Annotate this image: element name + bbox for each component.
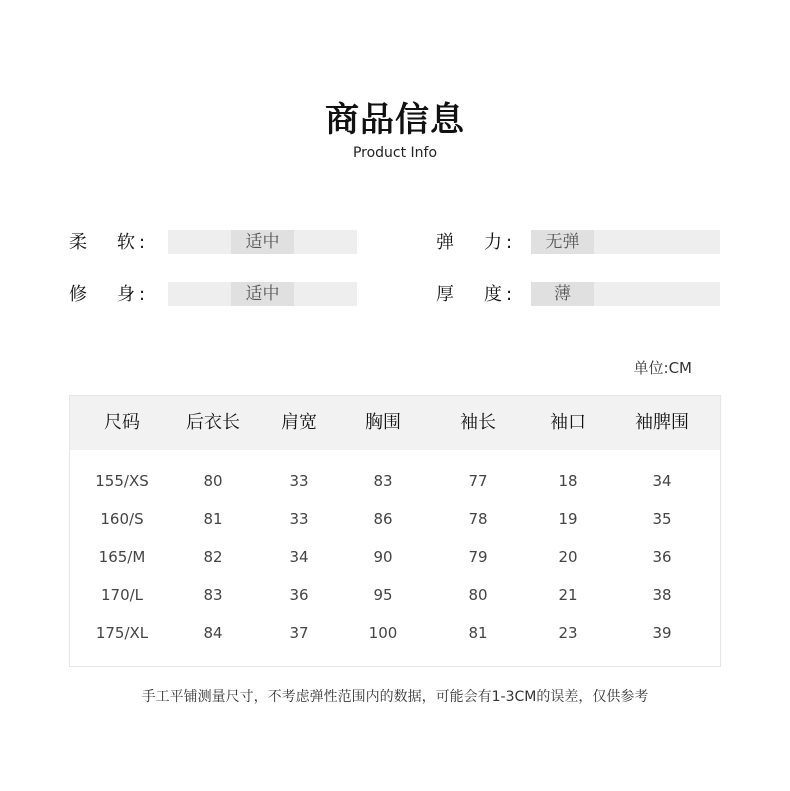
footnote: 手工平铺测量尺寸，不考虑弹性范围内的数据，可能会有1-3CM的误差，仅供参考	[141, 689, 649, 705]
column-header: 袖脾围	[635, 412, 689, 433]
attr-label-fit	[69, 282, 159, 308]
attr-label-char: 厚	[436, 284, 454, 305]
attr-label-colon: :	[139, 232, 146, 253]
table-cell: 39	[652, 624, 672, 642]
column-header: 袖口	[550, 412, 586, 433]
softness-scale	[168, 230, 357, 254]
page-title: 商品信息	[325, 100, 465, 140]
table-cell: 83	[203, 586, 223, 604]
table-cell: 90	[373, 548, 393, 566]
attr-label-colon: :	[139, 284, 146, 305]
size-table-header	[70, 396, 720, 450]
table-cell: 20	[558, 548, 578, 566]
attr-label-char: 修	[69, 284, 87, 305]
table-cell: 155/XS	[95, 472, 149, 490]
table-cell: 38	[652, 586, 672, 604]
table-cell: 100	[368, 624, 398, 642]
thickness-scale	[531, 282, 720, 306]
table-cell: 84	[203, 624, 223, 642]
table-cell: 80	[468, 586, 488, 604]
table-cell: 34	[652, 472, 672, 490]
table-cell: 82	[203, 548, 223, 566]
attr-label-char: 弹	[436, 232, 454, 253]
column-header: 尺码	[104, 412, 140, 433]
table-cell: 33	[289, 472, 309, 490]
unit-label: 单位:CM	[633, 359, 692, 377]
table-cell: 83	[373, 472, 393, 490]
table-cell: 160/S	[100, 510, 144, 528]
table-cell: 21	[558, 586, 578, 604]
attr-label-char: 软	[117, 232, 135, 253]
table-cell: 86	[373, 510, 393, 528]
softness-scale-selected: 适中	[231, 230, 294, 254]
elasticity-scale-selected: 无弹	[531, 230, 594, 254]
table-cell: 80	[203, 472, 223, 490]
attr-label-char: 身	[117, 284, 135, 305]
table-cell: 33	[289, 510, 309, 528]
column-header: 后衣长	[186, 412, 240, 433]
attr-label-softness	[69, 230, 159, 256]
table-cell: 95	[373, 586, 393, 604]
table-cell: 170/L	[100, 586, 144, 604]
fit-scale	[168, 282, 357, 306]
attr-label-colon: :	[506, 284, 513, 305]
table-cell: 18	[558, 472, 578, 490]
table-cell: 78	[468, 510, 488, 528]
column-header: 肩宽	[281, 412, 317, 433]
table-cell: 79	[468, 548, 488, 566]
table-cell: 81	[203, 510, 223, 528]
fit-scale-selected: 适中	[231, 282, 294, 306]
thickness-scale-selected: 薄	[531, 282, 594, 306]
table-cell: 34	[289, 548, 309, 566]
column-header: 袖长	[460, 412, 496, 433]
table-cell: 36	[289, 586, 309, 604]
table-cell: 35	[652, 510, 672, 528]
table-cell: 19	[558, 510, 578, 528]
table-cell: 81	[468, 624, 488, 642]
table-cell: 165/M	[98, 548, 146, 566]
elasticity-scale	[531, 230, 720, 254]
attr-label-elasticity	[436, 230, 526, 256]
table-cell: 175/XL	[95, 624, 149, 642]
attr-label-char: 柔	[69, 232, 87, 253]
column-header: 胸围	[365, 412, 401, 433]
table-cell: 36	[652, 548, 672, 566]
page-subtitle: Product Info	[352, 145, 438, 161]
attr-label-thickness	[436, 282, 526, 308]
table-cell: 23	[558, 624, 578, 642]
size-table	[69, 395, 721, 667]
attr-label-char: 力	[484, 232, 502, 253]
table-cell: 37	[289, 624, 309, 642]
attr-label-colon: :	[506, 232, 513, 253]
table-cell: 77	[468, 472, 488, 490]
attr-label-char: 度	[484, 284, 502, 305]
